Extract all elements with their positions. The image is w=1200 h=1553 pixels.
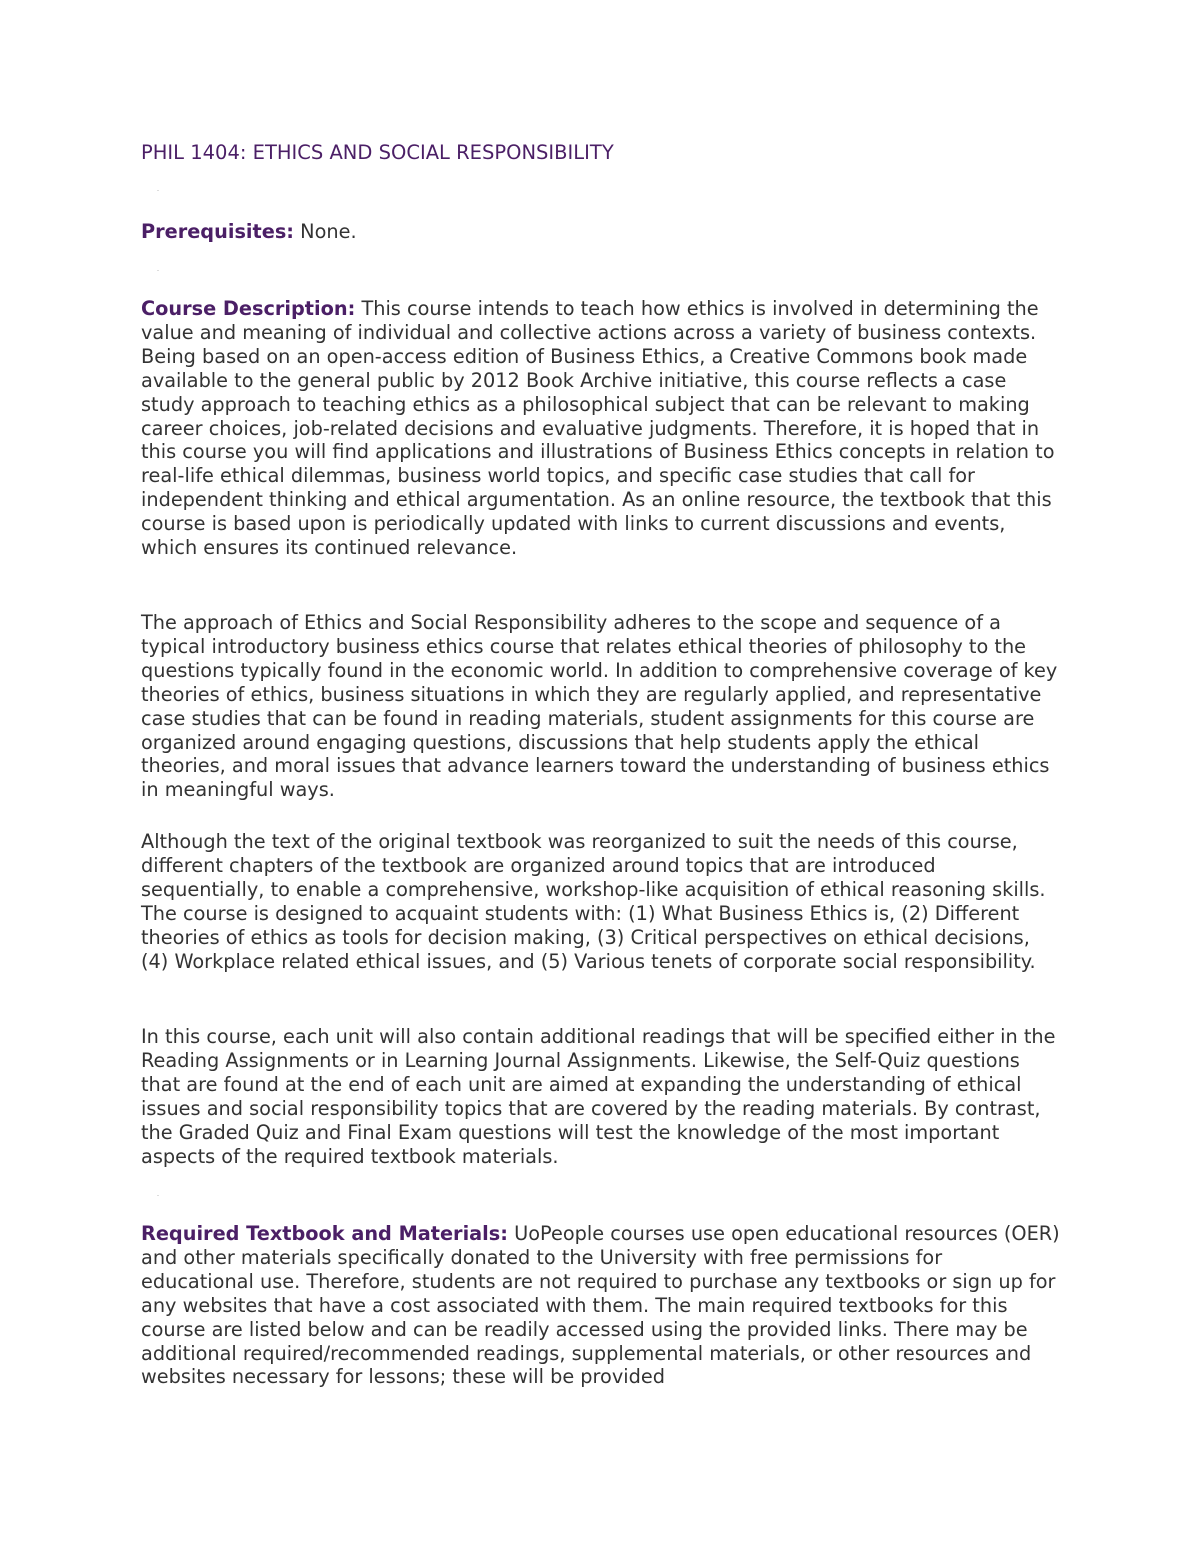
course-description-label: Course Description: xyxy=(141,297,356,320)
organization-paragraph: Although the text of the original textbook was reorganized to suit the needs of this course, different chapters of the textbook are organized around topics that are introduced sequentially, to enable a comprehensive, workshop-like acquisition of ethical reasoning skills. The course is designed to acquaint students with: (1) What Business Ethics is, (2) Different theories of ethics as tools for decision making, (3) Critical perspectives on ethical decisions, (4) Workplace related ethical issues, and (5) Various tenets of corporate social responsibility. xyxy=(141,830,1046,973)
readings-paragraph: In this course, each unit will also contain additional readings that will be specified either in the Reading Assignments or in Learning Journal Assignments. Likewise, the Self-Quiz questions that are found at the end of each unit are aimed at expanding the understanding of ethical issues and social responsibility topics that are covered by the reading materials. By contrast, the Graded Quiz and Final Exam questions will test the knowledge of the most important aspects of the required textbook materials. xyxy=(141,1025,1056,1168)
prerequisites-text: None. xyxy=(294,220,357,243)
approach-paragraph: The approach of Ethics and Social Responsibility adheres to the scope and sequence of a typical introductory business ethics course that relates ethical theories of philosophy to the questions typically found in the economic world. In addition to comprehensive coverage of key theories of ethics, business situations in which they are regularly applied, and representative case studies that can be found in reading materials, student assignments for this course are organized around engaging questions, discussions that help students apply the ethical theories, and moral issues that advance learners toward the understanding of business ethics in meaningful ways. xyxy=(141,611,1058,802)
prerequisites-section xyxy=(141,220,1061,244)
empty-line-marker xyxy=(157,270,159,271)
required-textbook-label: Required Textbook and Materials: xyxy=(141,1222,508,1245)
empty-line-marker xyxy=(157,1195,159,1196)
required-textbook-section xyxy=(141,1222,1061,1389)
prerequisites-label: Prerequisites: xyxy=(141,220,295,243)
course-title: PHIL 1404: ETHICS AND SOCIAL RESPONSIBILITY xyxy=(141,141,614,164)
course-description-text: This course intends to teach how ethics is involved in determining the value and meaning of individual and collective actions across a variety of business contexts. Being based on an open-access edition of Business Ethics, a Creative Commons book made available to the general public by 2012 Book Archive initiative, this course reflects a case study approach to teaching ethics as a philosophical subject that can be relevant to making career choices, job-related decisions and evaluative judgments. Therefore, it is hoped that in this course you will find applications and illustrations of Business Ethics concepts in relation to real-life ethical dilemmas, business world topics, and specific case studies that call for independent thinking and ethical argumentation. As an online resource, the textbook that this course is based upon is periodically updated with links to current discussions and events, which ensures its continued relevance. xyxy=(141,297,1055,560)
required-textbook-text: UoPeople courses use open educational resources (OER) and other materials specifically donated to the University with free permissions for educational use. Therefore, students are not required to purchase any textbooks or sign up for any websites that have a cost associated with them. The main required textbooks for this course are listed below and can be readily accessed using the provided links. There may be additional required/recommended readings, supplemental materials, or other resources and websites necessary for lessons; these will be provided xyxy=(141,1222,1060,1389)
empty-line-marker xyxy=(157,190,159,191)
course-description-section xyxy=(141,297,1061,560)
